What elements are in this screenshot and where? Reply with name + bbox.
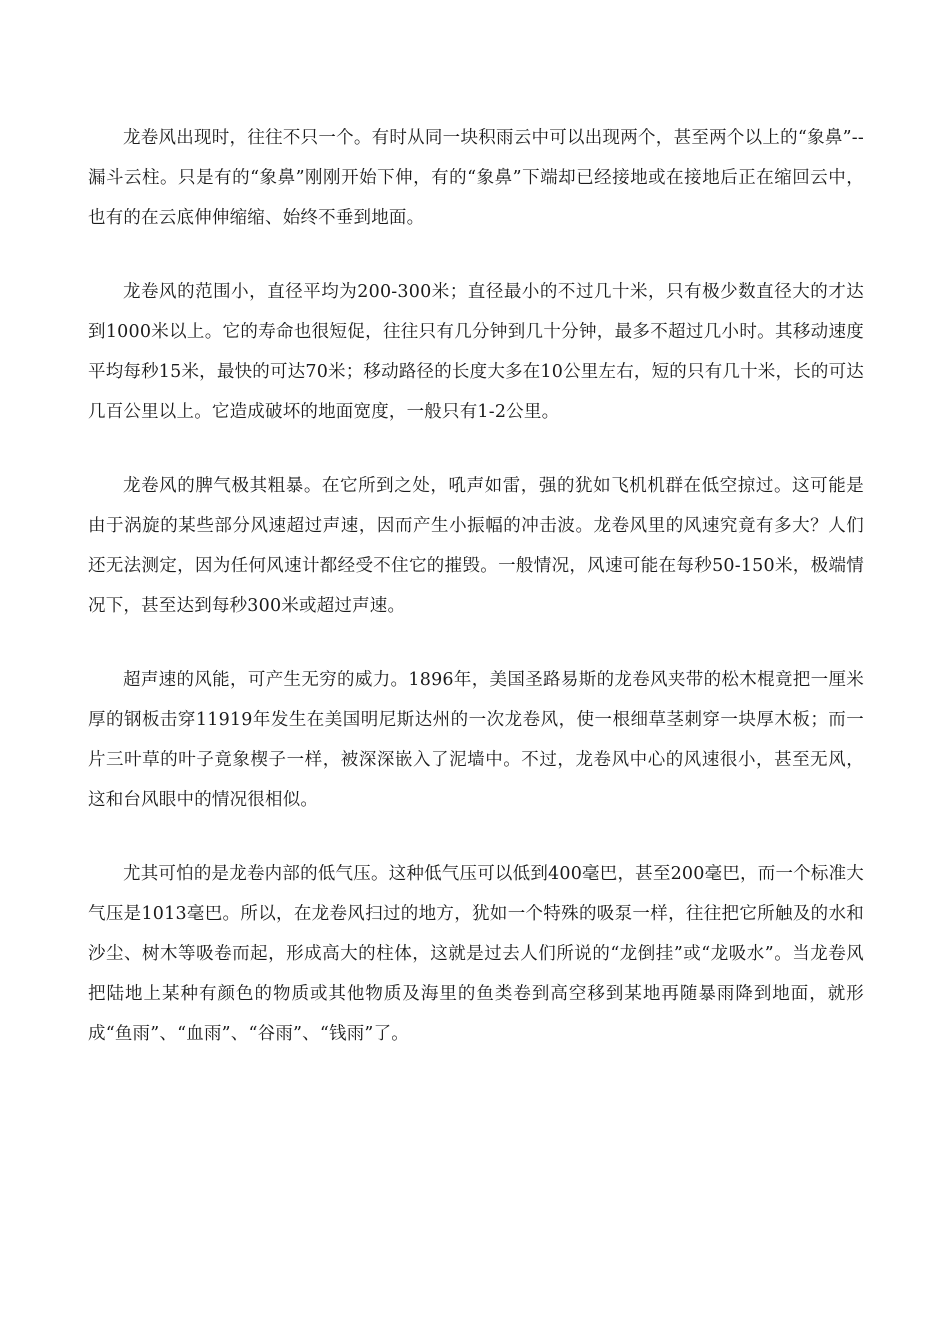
paragraph-low-pressure: 尤其可怕的是龙卷内部的低气压。这种低气压可以低到400毫巴，甚至200毫巴，而一个标准大气压是1013毫巴。所以，在龙卷风扫过的地方，犹如一个特殊的吸泵一样，往往把它所触及的水和沙尘、树木等吸卷而起，形成高大的柱体，这就是过去人们所说的“龙倒挂”或“龙吸水”。当龙卷风把陆地上某种有颜色的物质或其他物质及海里的鱼类卷到高空移到某地再随暴雨降到地面，就形成“鱼雨”、“血雨”、“谷雨”、“钱雨”了。 [88, 864, 864, 1044]
paragraph-supersonic-power: 超声速的风能，可产生无穷的威力。1896年，美国圣路易斯的龙卷风夹带的松木棍竟把一厘米厚的钢板击穿11919年发生在美国明尼斯达州的一次龙卷风，使一根细草茎刺穿一块厚木板；而一片三叶草的叶子竟象楔子一样，被深深嵌入了泥墙中。不过，龙卷风中心的风速很小，甚至无风，这和台风眼中的情况很相似。 [88, 670, 864, 810]
paragraph-multiple-tornadoes: 龙卷风出现时，往往不只一个。有时从同一块积雨云中可以出现两个，甚至两个以上的“象鼻”--漏斗云柱。只是有的“象鼻”刚刚开始下伸，有的“象鼻”下端却已经接地或在接地后正在缩回云中，也有的在云底伸伸缩缩、始终不垂到地面。 [88, 128, 864, 228]
paragraph-tornado-size: 龙卷风的范围小，直径平均为200-300米；直径最小的不过几十米，只有极少数直径大的才达到1000米以上。它的寿命也很短促，往往只有几分钟到几十分钟，最多不超过几小时。其移动速度平均每秒15米，最快的可达70米；移动路径的长度大多在10公里左右，短的只有几十米，长的可达几百公里以上。它造成破坏的地面宽度，一般只有1-2公里。 [88, 282, 865, 422]
paragraph-tornado-violence: 龙卷风的脾气极其粗暴。在它所到之处，吼声如雷，强的犹如飞机机群在低空掠过。这可能是由于涡旋的某些部分风速超过声速，因而产生小振幅的冲击波。龙卷风里的风速究竟有多大？人们还无法测定，因为任何风速计都经受不住它的摧毁。一般情况，风速可能在每秒50-150米，极端情况下，甚至达到每秒300米或超过声速。 [88, 476, 864, 616]
document-body [88, 118, 864, 1088]
